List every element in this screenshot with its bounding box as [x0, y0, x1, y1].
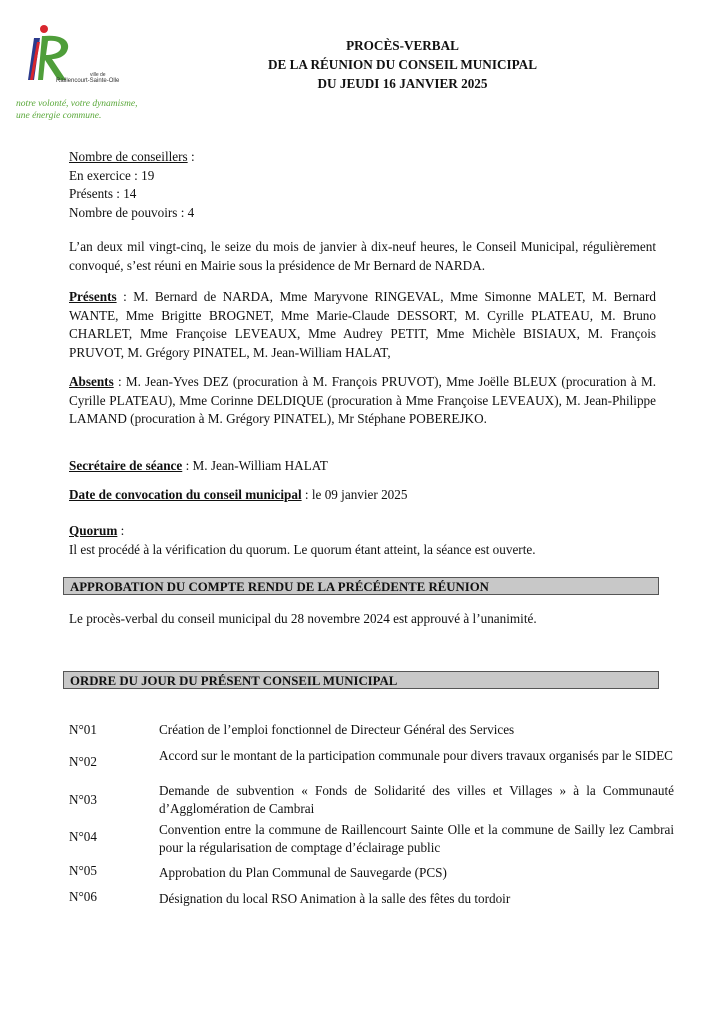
document-title	[230, 36, 575, 93]
title-line-3: DU JEUDI 16 JANVIER 2025	[317, 76, 488, 91]
logo-ville-label: ville de	[90, 72, 106, 78]
agenda-item-number: N°04	[69, 829, 97, 844]
quorum-heading	[69, 522, 656, 541]
approval-text: Le procès-verbal du conseil municipal du 28 novembre 2024 est approuvé à l’unanimité.	[69, 611, 537, 626]
municipal-logo	[14, 22, 139, 122]
agenda-item-number: N°05	[69, 863, 97, 878]
absents-paragraph	[69, 373, 656, 429]
agenda-item-number: N°02	[69, 754, 97, 769]
slogan-line-1: notre volonté, votre dynamisme,	[16, 99, 138, 109]
agenda-item-text: Demande de subvention « Fonds de Solidarité des villes et Villages » à la Communauté d’Agglomération de Cambrai	[159, 783, 674, 816]
counts-present: Présents : 14	[69, 186, 137, 201]
agenda-item-text: Création de l’emploi fonctionnel de Directeur Général des Services	[159, 722, 515, 737]
logo-town-name: Raillencourt-Sainte-Olle	[56, 78, 120, 84]
title-line-2: DE LA RÉUNION DU CONSEIL MUNICIPAL	[267, 57, 538, 72]
agenda-item-text: Approbation du Plan Communal de Sauvegarde (PCS)	[159, 865, 447, 880]
convocation-label: Date de convocation du conseil municipal	[69, 487, 302, 502]
agenda-item-number: N°06	[69, 889, 97, 904]
presents-paragraph	[69, 288, 656, 362]
quorum-section	[69, 522, 656, 559]
counts-proxies: Nombre de pouvoirs : 4	[69, 204, 195, 220]
secretary-line	[69, 457, 656, 476]
approval-section-heading: APPROBATION DU COMPTE RENDU DE LA PRÉCÉDENTE RÉUNION	[63, 577, 659, 595]
convocation-text: : le 09 janvier 2025	[301, 487, 408, 502]
agenda-item-text: Désignation du local RSO Animation à la salle des fêtes du tordoir	[159, 891, 511, 906]
counts-heading	[69, 148, 656, 167]
counts-label-suffix: :	[187, 149, 195, 164]
presents-label: Présents	[69, 289, 117, 304]
agenda-item-text: Convention entre la commune de Raillencourt Sainte Olle et la commune de Sailly lez Cambrai pour la régularisation de comptage d’éclairage public	[159, 822, 674, 855]
convocation-line	[69, 486, 656, 505]
slogan-line-2: une énergie commune.	[16, 111, 102, 121]
logo-slogan	[16, 98, 137, 122]
quorum-label: Quorum	[69, 523, 118, 538]
quorum-text: Il est procédé à la vérification du quorum. Le quorum étant atteint, la séance est ouverte.	[69, 541, 536, 557]
logo-ir-mark	[14, 22, 84, 84]
absents-label: Absents	[69, 374, 114, 389]
secretary-label: Secrétaire de séance	[69, 458, 183, 473]
counts-in-office: En exercice : 19	[69, 167, 155, 183]
intro-paragraph: L’an deux mil vingt-cinq, le seize du mois de janvier à dix-neuf heures, le Conseil Municipal, régulièrement convoqué, s’est réuni en Mairie sous la présidence de Mr Bernard de NARDA.	[69, 239, 656, 273]
title-line-1: PROCÈS-VERBAL	[346, 38, 459, 53]
agenda-item-text: Accord sur le montant de la participation communale pour divers travaux organisés par le SIDEC	[159, 748, 673, 763]
agenda-section-heading: ORDRE DU JOUR DU PRÉSENT CONSEIL MUNICIPAL	[63, 671, 659, 689]
presents-text: : M. Bernard de NARDA, Mme Maryvone RINGEVAL, Mme Simonne MALET, M. Bernard WANTE, Mme Brigitte BROGNET, Mme Marie-Claude DESSORT, M. Cyrille PLATEAU, M. Bruno CHARLET, Mme Françoise LEVEAUX, Mme Audrey PETIT, Mme Michèle BISIAUX, M. François PRUVOT, M. Grégory PINATEL, M. Jean-William HALAT,	[69, 289, 656, 360]
secretary-text: : M. Jean-William HALAT	[182, 458, 328, 473]
agenda-item-number: N°01	[69, 722, 97, 737]
counts-label: Nombre de conseillers	[69, 149, 188, 164]
agenda-item-number: N°03	[69, 792, 97, 807]
quorum-label-suffix: :	[117, 523, 125, 538]
absents-text: : M. Jean-Yves DEZ (procuration à M. François PRUVOT), Mme Joëlle BLEUX (procuration à M. Cyrille PLATEAU), Mme Corinne DELDIQUE (procuration à Mme Françoise LEVEAUX), M. Jean-Philippe LAMAND (procuration à M. Grégory PINATEL), Mr Stéphane POBEREJKO.	[69, 374, 656, 426]
council-counts	[69, 148, 656, 222]
